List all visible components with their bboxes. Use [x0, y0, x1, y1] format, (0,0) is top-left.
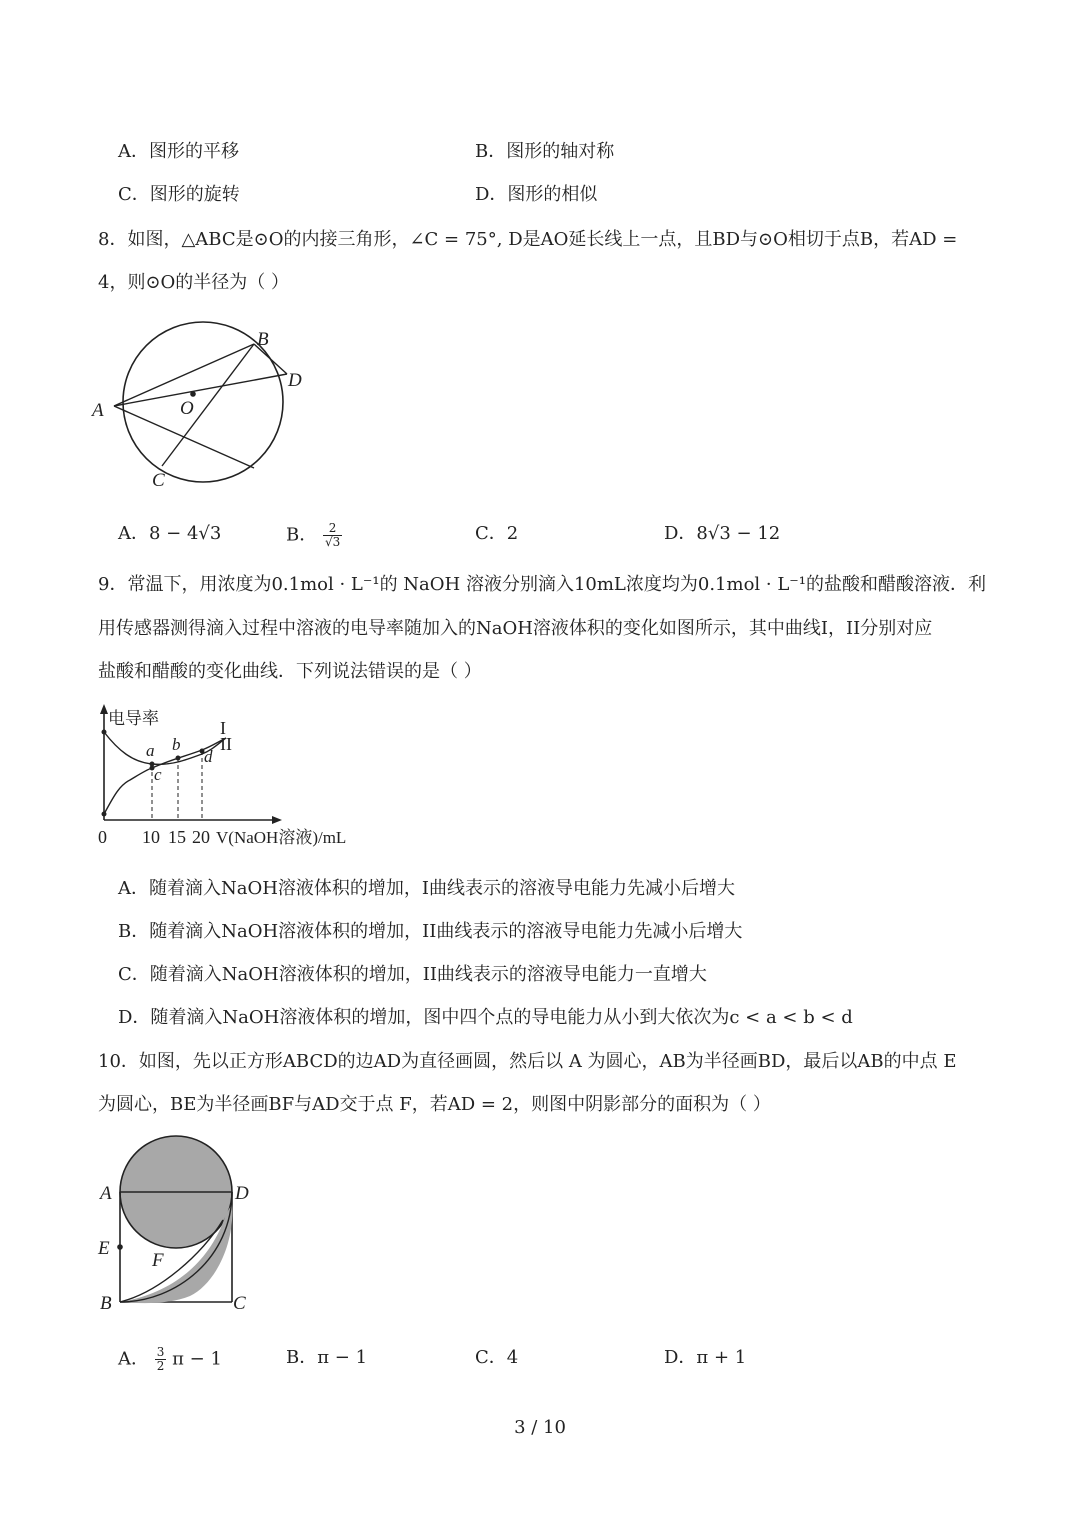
- fraction-denominator: √3: [324, 535, 341, 549]
- label-e: E: [98, 1238, 110, 1259]
- q9-conductivity-chart: [90, 700, 400, 852]
- q10-square-figure: [90, 1134, 270, 1320]
- label-d: D: [288, 370, 302, 391]
- start-point-i: [102, 730, 107, 735]
- label-a: A: [92, 400, 104, 421]
- q9-option-d: D．随着滴入NaOH溶液体积的增加，图中四个点的导电能力从小到大依次为c < a < b < d: [118, 1007, 853, 1028]
- q9-option-c: C．随着滴入NaOH溶液体积的增加，II曲线表示的溶液导电能力一直增大: [118, 964, 707, 985]
- q9-option-b: B．随着滴入NaOH溶液体积的增加，II曲线表示的溶液导电能力先减小后增大: [118, 921, 743, 942]
- q8-option-b-prefix: B．: [286, 524, 318, 546]
- q9-stem-line2: 用传感器测得滴入过程中溶液的电导率随加入的NaOH溶液体积的变化如图所示，其中曲线I，II分别对应: [98, 618, 933, 639]
- q10-option-a-prefix: A．: [118, 1348, 149, 1370]
- curve-label-i: I: [220, 718, 226, 738]
- fraction-numerator: 3: [156, 1345, 165, 1359]
- x-origin-label: 0: [98, 827, 107, 847]
- x-tick-10: 10: [142, 827, 160, 847]
- q10-option-a: [118, 1346, 222, 1373]
- q8-option-b: [286, 522, 342, 549]
- q8-stem-line2: 4，则⊙O的半径为（ ）: [98, 272, 290, 293]
- label-o: O: [180, 398, 194, 419]
- label-b: B: [100, 1293, 112, 1314]
- q8-option-c: C．2: [475, 523, 519, 544]
- q8-option-a: A．8 − 4√3: [118, 523, 222, 544]
- q7-option-d: D．图形的相似: [475, 184, 598, 205]
- page-number: 3 / 10: [514, 1417, 566, 1438]
- q10-option-c: C．4: [475, 1347, 519, 1368]
- q7-option-b: B．图形的轴对称: [475, 141, 615, 162]
- q7-option-c: C．图形的旋转: [118, 184, 240, 205]
- label-a: A: [100, 1183, 112, 1204]
- x-tick-20: 20: [192, 827, 210, 847]
- label-b: B: [257, 329, 269, 350]
- chart-y-label: 电导率: [108, 709, 159, 729]
- center-o-point: [190, 391, 196, 397]
- label-point-c: c: [154, 765, 162, 784]
- y-axis-arrow: [100, 704, 108, 714]
- label-c: C: [152, 470, 165, 491]
- q9-stem-line3: 盐酸和醋酸的变化曲线．下列说法错误的是（ ）: [98, 661, 482, 682]
- label-d: D: [235, 1183, 249, 1204]
- q10-stem-line1: 10．如图，先以正方形ABCD的边AD为直径画圆，然后以 A 为圆心，AB为半径画BD，最后以AB的中点 E: [98, 1051, 957, 1072]
- point-e: [117, 1244, 123, 1250]
- fraction-denominator: 2: [156, 1359, 165, 1373]
- q8-circle-figure: [90, 318, 330, 498]
- q10-option-d: D．π + 1: [664, 1347, 747, 1368]
- label-point-a: a: [146, 741, 155, 760]
- point-b: [176, 756, 181, 761]
- q10-option-b: B．π − 1: [286, 1347, 368, 1368]
- x-axis-arrow: [272, 816, 282, 824]
- label-c: C: [233, 1293, 246, 1314]
- chart-x-label: V(NaOH溶液)/mL: [216, 828, 347, 847]
- q8-option-d: D．8√3 − 12: [664, 523, 781, 544]
- label-point-d: d: [204, 747, 213, 766]
- q10-stem-line2: 为圆心，BE为半径画BF与AD交于点 F，若AD = 2，则图中阴影部分的面积为（ ）: [98, 1094, 771, 1115]
- x-tick-15: 15: [168, 827, 186, 847]
- start-point-ii: [102, 812, 107, 817]
- q10-option-a-fraction: [155, 1346, 167, 1373]
- q9-stem-line1: 9．常温下，用浓度为0.1mol · L⁻¹的 NaOH 溶液分别滴入10mL浓度均为0.1mol · L⁻¹的盐酸和醋酸溶液．利: [98, 574, 986, 595]
- fraction-numerator: 2: [323, 522, 342, 536]
- q7-option-a: A．图形的平移: [118, 141, 239, 162]
- q10-option-a-rest: π − 1: [172, 1348, 222, 1370]
- q9-option-a: A．随着滴入NaOH溶液体积的增加，I曲线表示的溶液导电能力先减小后增大: [118, 878, 736, 899]
- label-point-b: b: [172, 735, 181, 754]
- label-f: F: [152, 1250, 164, 1271]
- q8-option-b-fraction: [323, 522, 342, 549]
- curve-label-ii: II: [220, 734, 232, 754]
- q8-stem-line1: 8．如图，△ABC是⊙O的内接三角形，∠C = 75°, D是AO延长线上一点，且BD与⊙O相切于点B，若AD =: [98, 229, 958, 250]
